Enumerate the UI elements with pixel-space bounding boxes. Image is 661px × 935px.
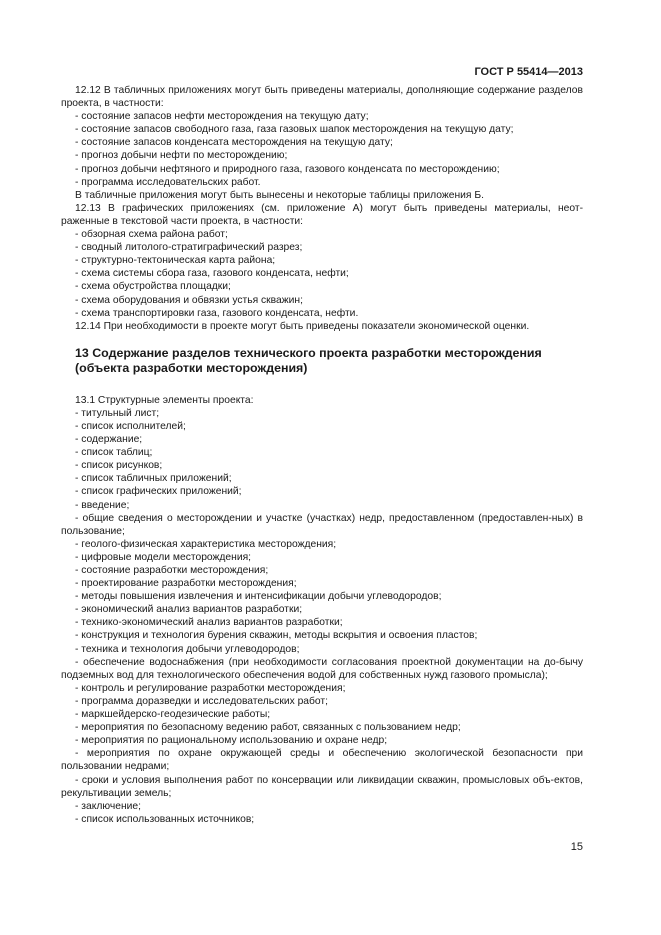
list-item: - конструкция и технология бурения скважин, методы вскрытия и освоения пластов; (75, 630, 478, 642)
paragraph-12-14: 12.14 При необходимости в проекте могут быть приведены показатели экономической оценки. (75, 320, 530, 332)
list-item: - структурно-тектоническая карта района; (75, 255, 276, 267)
list-item: - схема транспортировки газа, газового конденсата, нефти. (75, 307, 359, 319)
list-item: - титульный лист; (75, 407, 160, 419)
list-item: - мероприятия по рациональному использованию и охране недр; (75, 735, 388, 747)
list-item: - проектирование разработки месторождения; (75, 578, 297, 590)
list-item: - программа доразведки и исследовательских работ; (75, 695, 329, 707)
list-item: - схема оборудования и обвязки устья скважин; (75, 294, 303, 306)
list-item: - мероприятия по безопасному ведению работ, связанных с пользованием недр; (75, 722, 461, 734)
list-item: - прогноз добычи нефтяного и природного газа, газового конденсата по месторождению; (75, 163, 500, 175)
list-item: - сроки и условия выполнения работ по консервации или ликвидации скважин, промысловых объ-ектов, рекультивации земель; (61, 774, 583, 799)
document-body (61, 84, 583, 826)
page-number: 15 (570, 841, 583, 853)
paragraph-note: В табличные приложения могут быть вынесены и некоторые таблицы приложения Б. (75, 189, 484, 201)
list-item: - схема системы сбора газа, газового конденсата, нефти; (75, 268, 349, 280)
list-item: - введение; (75, 499, 130, 511)
list-item: - состояние запасов конденсата месторождения на текущую дату; (75, 137, 393, 149)
list-item: - методы повышения извлечения и интенсификации добычи углеводородов; (75, 591, 442, 603)
list-item: - экономический анализ вариантов разработки; (75, 604, 303, 616)
list-item: - состояние разработки месторождения; (75, 565, 269, 576)
list-item: - содержание; (75, 434, 143, 446)
list-item: - контроль и регулирование разработки месторождения; (75, 682, 346, 694)
list-item: - схема обустройства площадки; (75, 281, 231, 293)
list-item: - список таблиц; (75, 447, 153, 459)
list-item: - список исполнителей; (75, 420, 186, 432)
list-item: - заключение; (75, 800, 141, 812)
paragraph-12-13: 12.13 В графических приложениях (см. приложение А) могут быть приведены материалы, неот-раженные в текстовой части проекта, в частности: (61, 202, 583, 227)
list-item: - обзорная схема района работ; (75, 229, 228, 241)
paragraph-12-12: 12.12 В табличных приложениях могут быть приведены материалы, дополняющие содержание разделов проекта, в частности: (61, 85, 583, 110)
list-item: - список табличных приложений; (75, 473, 232, 485)
list-item: - обеспечение водоснабжения (при необходимости согласования проектной документации на до-бычу подземных вод для технологического обеспечения водой для собственных нужд газового промысла); (61, 656, 583, 681)
list-item: - программа исследовательских работ. (75, 176, 261, 188)
list-item: - список использованных источников; (75, 813, 255, 825)
list-item: - прогноз добычи нефти по месторождению; (75, 150, 288, 162)
list-item: - общие сведения о месторождении и участке (участках) недр, предоставленном (предоставлен-ных) в пользование; (61, 512, 583, 537)
list-item: - маркшейдерско-геодезические работы; (75, 709, 271, 721)
standard-header: ГОСТ Р 55414—2013 (474, 66, 583, 78)
list-item: - сводный литолого-стратиграфический разрез; (75, 242, 303, 254)
list-item: - геолого-физическая характеристика месторождения; (75, 538, 337, 550)
list-item: - цифровые модели месторождения; (75, 551, 252, 563)
section-13-title: 13 Содержание разделов технического проекта разработки месторождения (объекта разработки месторождения) (75, 345, 542, 375)
paragraph-13-1: 13.1 Структурные элементы проекта: (75, 394, 254, 406)
list-item: - список графических приложений; (75, 486, 242, 498)
list-item: - список рисунков; (75, 460, 163, 472)
list-item: - техника и технология добычи углеводородов; (75, 643, 300, 655)
list-item: - состояние запасов свободного газа, газа газовых шапок месторождения на текущую дату; (75, 124, 514, 136)
list-item: - технико-экономический анализ вариантов разработки; (75, 617, 343, 629)
list-item: - состояние запасов нефти месторождения на текущую дату; (75, 111, 369, 123)
list-item: - мероприятия по охране окружающей среды и обеспечению экологической безопасности при пользовании недрами; (61, 748, 583, 773)
